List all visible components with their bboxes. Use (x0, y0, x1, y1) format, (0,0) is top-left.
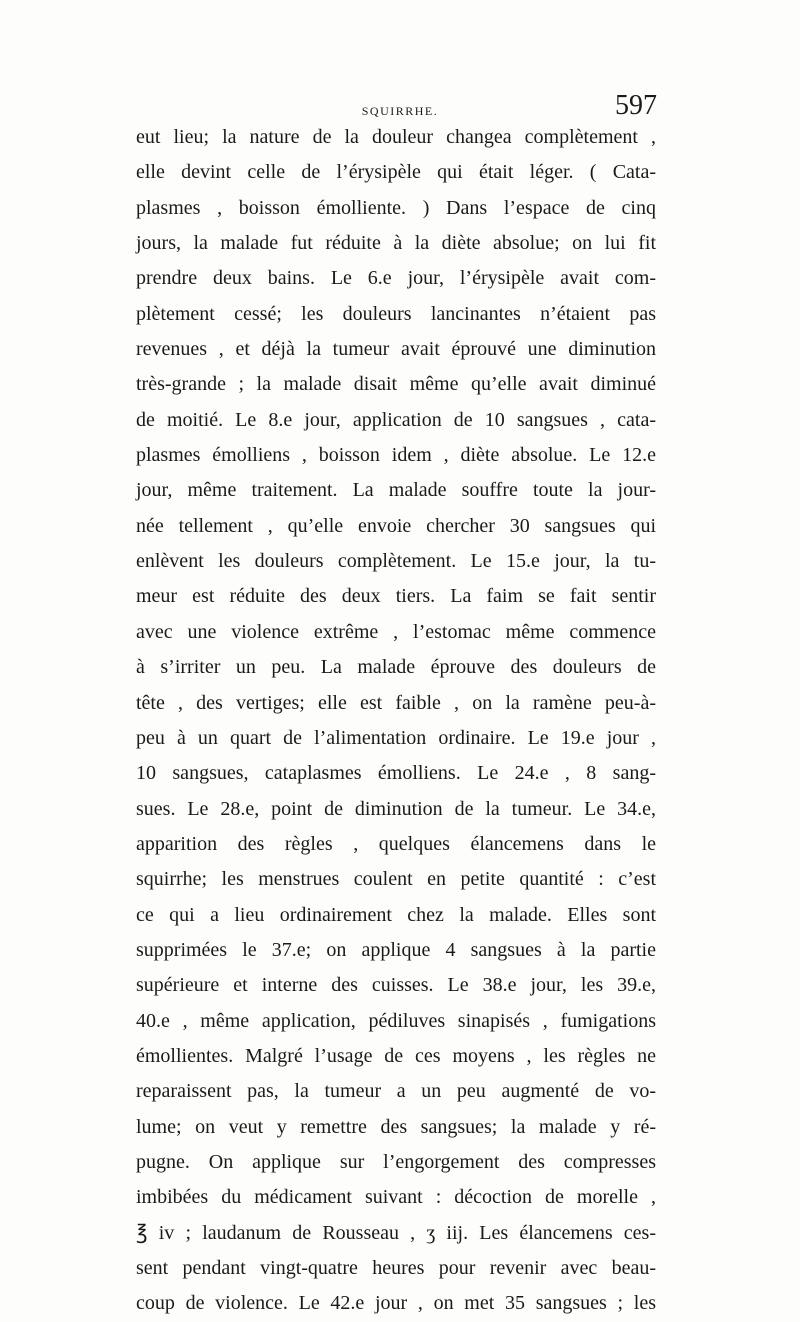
text-line: jour, même traitement. La malade souffre toute la jour- (136, 479, 656, 502)
text-line: pugne. On applique sur l’engorgement des compresses (136, 1150, 656, 1173)
text-line: sues. Le 28.e, point de diminution de la tumeur. Le 34.e, (136, 797, 656, 820)
text-line: lume; on veut y remettre des sangsues; la malade y ré- (136, 1115, 656, 1138)
text-line: apparition des règles , quelques élancemens dans le (136, 832, 656, 855)
text-line: eut lieu; la nature de la douleur changea complètement , (136, 126, 656, 148)
text-line: imbibées du médicament suivant : décoction de morelle , (136, 1186, 656, 1209)
text-line: plasmes , boisson émolliente. ) Dans l’espace de cinq (136, 196, 656, 219)
text-line: enlèvent les douleurs complètement. Le 15.e jour, la tu- (136, 550, 656, 573)
text-line: prendre deux bains. Le 6.e jour, l’érysipèle avait com- (136, 267, 656, 290)
text-line: plètement cessé; les douleurs lancinantes n’étaient pas (136, 302, 656, 325)
text-line: coup de violence. Le 42.e jour , on met 35 sangsues ; les (136, 1292, 656, 1315)
text-line: ce qui a lieu ordinairement chez la malade. Elles sont (136, 903, 656, 926)
text-line: elle devint celle de l’érysipèle qui était léger. ( Cata- (136, 161, 656, 184)
text-line: 40.e , même application, pédiluves sinapisés , fumigations (136, 1009, 656, 1032)
text-line: supprimées le 37.e; on applique 4 sangsues à la partie (136, 938, 656, 961)
running-head: SQUIRRHE. (361, 104, 439, 118)
text-line: avec une violence extrême , l’estomac même commence (136, 620, 656, 643)
text-line: ℥ iv ; laudanum de Rousseau , ʒ iij. Les élancemens ces- (136, 1221, 656, 1244)
text-line: tête , des vertiges; elle est faible , on la ramène peu-à- (136, 691, 656, 714)
text-line: squirrhe; les menstrues coulent en petite quantité : c’est (136, 868, 656, 891)
text-line: reparaissent pas, la tumeur a un peu augmenté de vo- (136, 1080, 656, 1103)
text-line: 10 sangsues, cataplasmes émolliens. Le 24.e , 8 sang- (136, 762, 656, 785)
text-line: supérieure et interne des cuisses. Le 38.e jour, les 39.e, (136, 974, 656, 997)
text-line: revenues , et déjà la tumeur avait éprouvé une diminution (136, 338, 656, 361)
text-line: de moitié. Le 8.e jour, application de 10 sangsues , cata- (136, 408, 656, 431)
page-number: 597 (615, 90, 657, 121)
text-line: jours, la malade fut réduite à la diète absolue; on lui fit (136, 232, 656, 255)
text-line: née tellement , qu’elle envoie chercher 30 sangsues qui (136, 514, 656, 537)
text-line: à s’irriter un peu. La malade éprouve des douleurs de (136, 656, 656, 679)
text-line: sent pendant vingt-quatre heures pour revenir avec beau- (136, 1257, 656, 1279)
text-line: très-grande ; la malade disait même qu’elle avait diminué (136, 373, 656, 396)
text-line: peu à un quart de l’alimentation ordinaire. Le 19.e jour , (136, 726, 656, 749)
text-line: meur est réduite des deux tiers. La faim se fait sentir (136, 585, 656, 608)
body-text (136, 120, 656, 1322)
text-line: émollientes. Malgré l’usage de ces moyens , les règles ne (136, 1044, 656, 1067)
text-line: plasmes émolliens , boisson idem , diète absolue. Le 12.e (136, 444, 656, 467)
